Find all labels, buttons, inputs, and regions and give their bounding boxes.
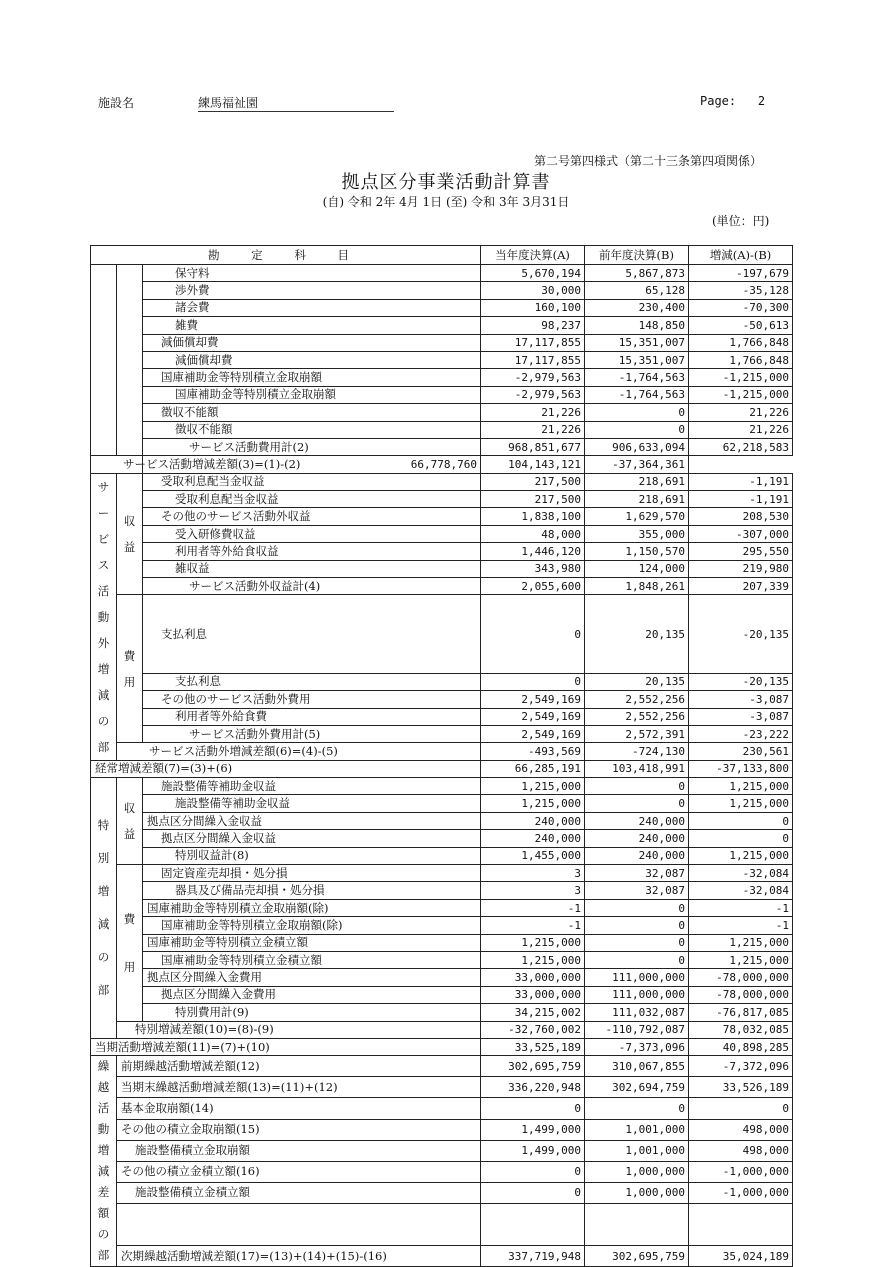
- table-row: 国庫補助金等特別積立金取崩額(除) -1 0 -1: [91, 899, 793, 916]
- subtotal-row: サービス活動外増減差額(6)=(4)-(5) -493,569 -724,130 230,561: [91, 743, 793, 760]
- facility-name: 練馬福祉園: [198, 94, 394, 112]
- section-label-special-income: 収益: [117, 778, 143, 865]
- table-row: 減価償却費 17,117,855 15,351,007 1,766,848: [91, 351, 793, 368]
- table-row: 施設整備積立金積立額 0 1,000,000 -1,000,000: [91, 1182, 793, 1203]
- table-header-row: [91, 246, 793, 265]
- column-header-account: 勘 定 科 目: [91, 246, 481, 265]
- table-row: 費用 支払利息 0 20,135 -20,135: [91, 595, 793, 673]
- column-header-previous: 前年度決算(B): [585, 246, 689, 265]
- table-row: 保守料 5,670,194 5,867,873 -197,679: [91, 265, 793, 282]
- table-row: 徴収不能額 21,226 0 21,226: [91, 404, 793, 421]
- subtotal-row: 特別費用計(9) 34,215,002 111,032,087 -76,817,085: [91, 1004, 793, 1021]
- table-row: 減価償却費 17,117,855 15,351,007 1,766,848: [91, 334, 793, 351]
- total-row: 経常増減差額(7)=(3)+(6) 66,285,191 103,418,991 -37,133,800: [91, 760, 793, 777]
- table-row: その他の積立金積立額(16) 0 1,000,000 -1,000,000: [91, 1161, 793, 1182]
- subtotal-row: サービス活動外収益計(4) 2,055,600 1,848,261 207,339: [91, 578, 793, 595]
- table-row: 施設整備積立金取崩額 1,499,000 1,001,000 498,000: [91, 1140, 793, 1161]
- subtotal-row: サービス活動費用計(2) 968,851,677 906,633,094 62,218,583: [91, 438, 793, 455]
- subtotal-row: サービス活動増減差額(3)=(1)-(2) 66,778,760 104,143,121 -37,364,361: [91, 456, 793, 473]
- table-row: 利用者等外給食費 2,549,169 2,552,256 -3,087: [91, 708, 793, 725]
- column-header-difference: 増減(A)-(B): [689, 246, 793, 265]
- table-row: 拠点区分間繰入金収益 240,000 240,000 0: [91, 830, 793, 847]
- page-number: 2: [757, 94, 766, 108]
- subtotal-row: 特別増減差額(10)=(8)-(9) -32,760,002 -110,792,087 78,032,085: [91, 1021, 793, 1038]
- table-row: その他のサービス活動外費用 2,549,169 2,552,256 -3,087: [91, 691, 793, 708]
- table-row: 特別増減の部 収益 施設整備等補助金収益 1,215,000 0 1,215,000: [91, 778, 793, 795]
- unit-label: (単位：円): [712, 214, 770, 228]
- page-label: Page:: [700, 94, 737, 108]
- section-label-income: 収益: [117, 473, 143, 595]
- table-row: 諸会費 160,100 230,400 -70,300: [91, 299, 793, 316]
- document-title: 拠点区分事業活動計算書: [341, 172, 551, 193]
- table-row: 繰越活動増減差額の部 前期繰越活動増減差額(12) 302,695,759 310,067,855 -7,372,096: [91, 1056, 793, 1077]
- total-row: 当期活動増減差額(11)=(7)+(10) 33,525,189 -7,373,096 40,898,285: [91, 1038, 793, 1055]
- subtotal-row: サービス活動外費用計(5) 2,549,169 2,572,391 -23,222: [91, 725, 793, 742]
- table-row: 国庫補助金等特別積立金積立額 1,215,000 0 1,215,000: [91, 934, 793, 951]
- table-row: 国庫補助金等特別積立金積立額 1,215,000 0 1,215,000: [91, 951, 793, 968]
- table-row: 国庫補助金等特別積立金取崩額 -2,979,563 -1,764,563 -1,215,000: [91, 386, 793, 403]
- page-indicator: [700, 94, 765, 108]
- table-row: 受取利息配当金収益 217,500 218,691 -1,191: [91, 491, 793, 508]
- table-row: 拠点区分間繰入金費用 33,000,000 111,000,000 -78,000,000: [91, 969, 793, 986]
- fiscal-period: (自) 令和 2年 4月 1日 (至) 令和 3年 3月31日: [322, 195, 570, 209]
- table-row: その他のサービス活動外収益 1,838,100 1,629,570 208,530: [91, 508, 793, 525]
- blank-row: [91, 1203, 793, 1245]
- column-header-current: 当年度決算(A): [481, 246, 585, 265]
- table-row: 拠点区分間繰入金収益 240,000 240,000 0: [91, 812, 793, 829]
- table-row: 利用者等外給食収益 1,446,120 1,150,570 295,550: [91, 543, 793, 560]
- facility-field: [98, 94, 394, 112]
- table-row: 器具及び備品売却損・処分損 3 32,087 -32,084: [91, 882, 793, 899]
- subtotal-row: 特別収益計(8) 1,455,000 240,000 1,215,000: [91, 847, 793, 864]
- table-row: その他の積立金取崩額(15) 1,499,000 1,001,000 498,000: [91, 1119, 793, 1140]
- table-row: 徴収不能額 21,226 0 21,226: [91, 421, 793, 438]
- table-row: 当期末繰越活動増減差額(13)=(11)+(12) 336,220,948 302,694,759 33,526,189: [91, 1077, 793, 1098]
- section-label-expense: 費用: [117, 595, 143, 743]
- table-row: 施設整備等補助金収益 1,215,000 0 1,215,000: [91, 795, 793, 812]
- table-row: 受入研修費収益 48,000 355,000 -307,000: [91, 525, 793, 542]
- table-row: 基本金取崩額(14) 0 0 0: [91, 1098, 793, 1119]
- section-label-carryover: 繰越活動増減差額の部: [91, 1056, 117, 1267]
- section-label-special-expense: 費用: [117, 865, 143, 1022]
- table-row: 雑収益 343,980 124,000 219,980: [91, 560, 793, 577]
- table-row: 国庫補助金等特別積立金取崩額 -2,979,563 -1,764,563 -1,215,000: [91, 369, 793, 386]
- section-label-non-service: サービス活動外増減の部: [91, 473, 117, 760]
- form-number: 第二号第四様式（第二十三条第四項関係）: [534, 154, 763, 168]
- total-row: 次期繰越活動増減差額(17)=(13)+(14)+(15)-(16) 337,719,948 302,695,759 35,024,189: [91, 1246, 793, 1267]
- activity-statement-table: [90, 245, 793, 1267]
- table-row: 雑費 98,237 148,850 -50,613: [91, 317, 793, 334]
- table-row: サービス活動外増減の部 収益 受取利息配当金収益 217,500 218,691 -1,191: [91, 473, 793, 490]
- section-label-special: 特別増減の部: [91, 778, 117, 1039]
- table-row: 支払利息 0 20,135 -20,135: [91, 673, 793, 690]
- table-row: 拠点区分間繰入金費用 33,000,000 111,000,000 -78,000,000: [91, 986, 793, 1003]
- table-row: 渉外費 30,000 65,128 -35,128: [91, 282, 793, 299]
- table-row: 国庫補助金等特別積立金取崩額(除) -1 0 -1: [91, 917, 793, 934]
- facility-label: 施設名: [98, 96, 135, 110]
- table-row: 費用 固定資産売却損・処分損 3 32,087 -32,084: [91, 865, 793, 882]
